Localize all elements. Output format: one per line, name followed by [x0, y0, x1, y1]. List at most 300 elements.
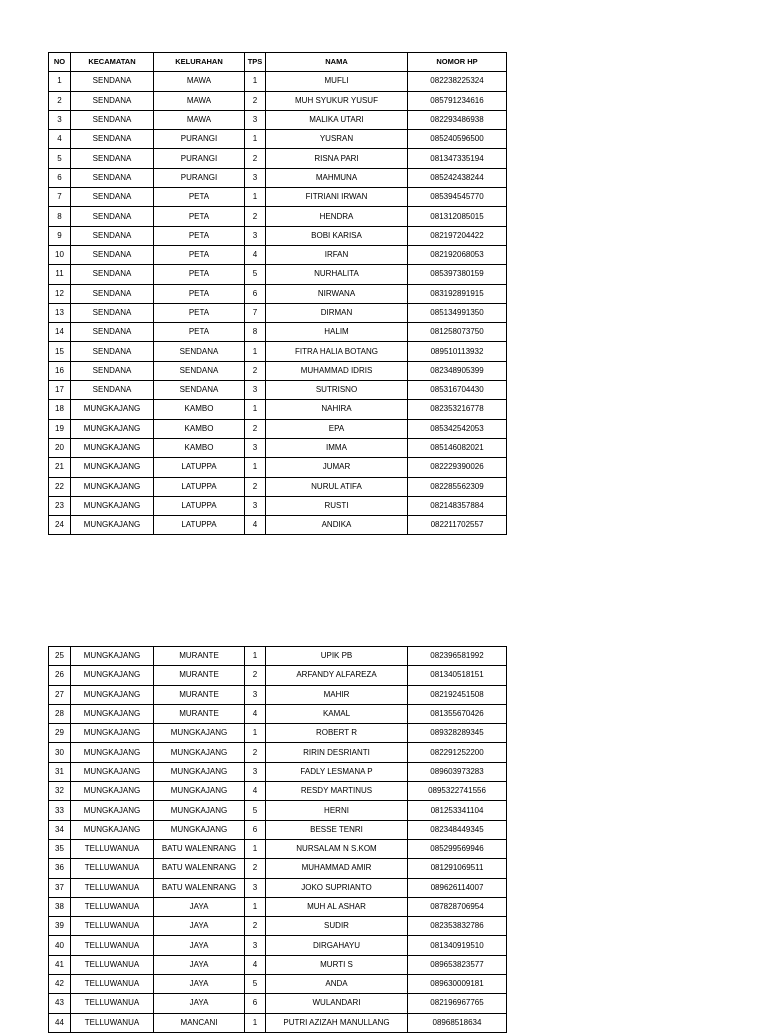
table-row	[49, 168, 507, 187]
table-row	[49, 936, 507, 955]
cell-kelurahan: JAYA	[154, 917, 245, 936]
cell-tps: 6	[245, 820, 266, 839]
cell-kecamatan: MUNGKAJANG	[71, 477, 154, 496]
cell-no: 36	[49, 859, 71, 878]
header-kelurahan: KELURAHAN	[154, 53, 245, 72]
cell-kelurahan: JAYA	[154, 936, 245, 955]
cell-nomor-hp: 081291069511	[408, 859, 507, 878]
cell-kecamatan: TELLUWANUA	[71, 975, 154, 994]
table-row	[49, 685, 507, 704]
cell-no: 21	[49, 458, 71, 477]
cell-kelurahan: PETA	[154, 188, 245, 207]
cell-nama: IMMA	[266, 438, 408, 457]
cell-kecamatan: MUNGKAJANG	[71, 516, 154, 535]
cell-nomor-hp: 089603973283	[408, 762, 507, 781]
cell-no: 2	[49, 91, 71, 110]
cell-tps: 2	[245, 477, 266, 496]
cell-nama: JUMAR	[266, 458, 408, 477]
cell-tps: 4	[245, 245, 266, 264]
cell-no: 11	[49, 265, 71, 284]
cell-kelurahan: MURANTE	[154, 647, 245, 666]
cell-kelurahan: PETA	[154, 207, 245, 226]
table-row	[49, 284, 507, 303]
table-row	[49, 516, 507, 535]
cell-kelurahan: PURANGI	[154, 130, 245, 149]
cell-tps: 4	[245, 704, 266, 723]
table-row	[49, 149, 507, 168]
cell-kelurahan: MANCANI	[154, 1013, 245, 1032]
cell-no: 19	[49, 419, 71, 438]
cell-no: 16	[49, 361, 71, 380]
cell-nomor-hp: 081347335194	[408, 149, 507, 168]
cell-nama: MUH AL ASHAR	[266, 897, 408, 916]
cell-kecamatan: TELLUWANUA	[71, 878, 154, 897]
cell-nomor-hp: 085791234616	[408, 91, 507, 110]
cell-tps: 3	[245, 226, 266, 245]
cell-kelurahan: BATU WALENRANG	[154, 878, 245, 897]
cell-no: 29	[49, 724, 71, 743]
cell-nama: FADLY LESMANA P	[266, 762, 408, 781]
cell-tps: 1	[245, 188, 266, 207]
cell-no: 31	[49, 762, 71, 781]
cell-tps: 3	[245, 168, 266, 187]
cell-nomor-hp: 081312085015	[408, 207, 507, 226]
cell-kecamatan: SENDANA	[71, 188, 154, 207]
cell-nama: FITRA HALIA BOTANG	[266, 342, 408, 361]
cell-nama: MALIKA UTARI	[266, 110, 408, 129]
cell-kelurahan: PURANGI	[154, 168, 245, 187]
cell-kecamatan: MUNGKAJANG	[71, 419, 154, 438]
cell-nomor-hp: 085397380159	[408, 265, 507, 284]
cell-no: 27	[49, 685, 71, 704]
cell-tps: 2	[245, 666, 266, 685]
cell-kelurahan: KAMBO	[154, 419, 245, 438]
cell-no: 8	[49, 207, 71, 226]
cell-nomor-hp: 08968518634	[408, 1013, 507, 1032]
cell-tps: 1	[245, 72, 266, 91]
cell-tps: 1	[245, 458, 266, 477]
cell-kelurahan: MAWA	[154, 72, 245, 91]
table-row	[49, 839, 507, 858]
cell-no: 25	[49, 647, 71, 666]
cell-no: 40	[49, 936, 71, 955]
table-row	[49, 130, 507, 149]
table-row	[49, 458, 507, 477]
cell-nomor-hp: 085299569946	[408, 839, 507, 858]
cell-no: 17	[49, 381, 71, 400]
cell-kelurahan: LATUPPA	[154, 496, 245, 515]
cell-tps: 7	[245, 303, 266, 322]
cell-nama: JOKO SUPRIANTO	[266, 878, 408, 897]
cell-nomor-hp: 089626114007	[408, 878, 507, 897]
cell-tps: 6	[245, 994, 266, 1013]
cell-kelurahan: MUNGKAJANG	[154, 782, 245, 801]
cell-no: 4	[49, 130, 71, 149]
table-row	[49, 666, 507, 685]
cell-kelurahan: JAYA	[154, 994, 245, 1013]
cell-nomor-hp: 082293486938	[408, 110, 507, 129]
cell-kecamatan: MUNGKAJANG	[71, 438, 154, 457]
table-row	[49, 782, 507, 801]
cell-no: 7	[49, 188, 71, 207]
table-2-body	[49, 647, 507, 1033]
cell-kecamatan: SENDANA	[71, 381, 154, 400]
cell-nomor-hp: 082291252200	[408, 743, 507, 762]
cell-kecamatan: MUNGKAJANG	[71, 496, 154, 515]
table-row	[49, 975, 507, 994]
cell-no: 43	[49, 994, 71, 1013]
cell-nama: NURSALAM N S.KOM	[266, 839, 408, 858]
cell-nama: ANDA	[266, 975, 408, 994]
cell-no: 42	[49, 975, 71, 994]
cell-kelurahan: PETA	[154, 265, 245, 284]
cell-tps: 4	[245, 782, 266, 801]
cell-nomor-hp: 089328289345	[408, 724, 507, 743]
table-row	[49, 477, 507, 496]
cell-tps: 2	[245, 91, 266, 110]
cell-kecamatan: SENDANA	[71, 91, 154, 110]
cell-nama: RIRIN DESRIANTI	[266, 743, 408, 762]
table-row	[49, 303, 507, 322]
cell-tps: 3	[245, 496, 266, 515]
cell-nomor-hp: 082353832786	[408, 917, 507, 936]
cell-kecamatan: SENDANA	[71, 149, 154, 168]
cell-nama: IRFAN	[266, 245, 408, 264]
cell-no: 15	[49, 342, 71, 361]
cell-tps: 3	[245, 381, 266, 400]
cell-nama: MURTI S	[266, 955, 408, 974]
cell-no: 28	[49, 704, 71, 723]
cell-nomor-hp: 085240596500	[408, 130, 507, 149]
cell-nama: HERNI	[266, 801, 408, 820]
cell-tps: 3	[245, 685, 266, 704]
cell-kelurahan: SENDANA	[154, 342, 245, 361]
cell-nomor-hp: 089630009181	[408, 975, 507, 994]
cell-kecamatan: MUNGKAJANG	[71, 704, 154, 723]
cell-kecamatan: MUNGKAJANG	[71, 458, 154, 477]
cell-nomor-hp: 082192451508	[408, 685, 507, 704]
cell-kecamatan: TELLUWANUA	[71, 839, 154, 858]
cell-nomor-hp: 081355670426	[408, 704, 507, 723]
cell-nomor-hp: 082353216778	[408, 400, 507, 419]
cell-nama: NIRWANA	[266, 284, 408, 303]
cell-nomor-hp: 082148357884	[408, 496, 507, 515]
cell-kelurahan: MURANTE	[154, 666, 245, 685]
cell-tps: 3	[245, 936, 266, 955]
cell-kelurahan: KAMBO	[154, 400, 245, 419]
cell-no: 24	[49, 516, 71, 535]
cell-tps: 2	[245, 917, 266, 936]
table-row	[49, 917, 507, 936]
cell-tps: 1	[245, 130, 266, 149]
table-row	[49, 419, 507, 438]
cell-nomor-hp: 082192068053	[408, 245, 507, 264]
cell-nomor-hp: 082211702557	[408, 516, 507, 535]
cell-kecamatan: SENDANA	[71, 226, 154, 245]
cell-kecamatan: MUNGKAJANG	[71, 762, 154, 781]
cell-kelurahan: JAYA	[154, 897, 245, 916]
cell-no: 5	[49, 149, 71, 168]
cell-nomor-hp: 081340518151	[408, 666, 507, 685]
cell-nama: MUHAMMAD AMIR	[266, 859, 408, 878]
cell-nomor-hp: 089653823577	[408, 955, 507, 974]
table-row	[49, 704, 507, 723]
cell-nama: KAMAL	[266, 704, 408, 723]
cell-kelurahan: MUNGKAJANG	[154, 801, 245, 820]
table-row	[49, 1013, 507, 1032]
table-row	[49, 72, 507, 91]
cell-kelurahan: MUNGKAJANG	[154, 743, 245, 762]
cell-tps: 5	[245, 265, 266, 284]
cell-nomor-hp: 085316704430	[408, 381, 507, 400]
cell-no: 1	[49, 72, 71, 91]
table-row	[49, 801, 507, 820]
cell-tps: 3	[245, 110, 266, 129]
table-row	[49, 381, 507, 400]
cell-no: 3	[49, 110, 71, 129]
cell-nama: NURUL ATIFA	[266, 477, 408, 496]
cell-kecamatan: MUNGKAJANG	[71, 666, 154, 685]
cell-no: 14	[49, 323, 71, 342]
table-row	[49, 647, 507, 666]
cell-kecamatan: MUNGKAJANG	[71, 647, 154, 666]
cell-tps: 4	[245, 955, 266, 974]
cell-kecamatan: SENDANA	[71, 110, 154, 129]
cell-kelurahan: LATUPPA	[154, 516, 245, 535]
cell-tps: 2	[245, 859, 266, 878]
cell-tps: 2	[245, 361, 266, 380]
cell-kelurahan: BATU WALENRANG	[154, 859, 245, 878]
cell-nomor-hp: 082238225324	[408, 72, 507, 91]
cell-tps: 1	[245, 724, 266, 743]
cell-kelurahan: MURANTE	[154, 704, 245, 723]
cell-tps: 4	[245, 516, 266, 535]
cell-tps: 1	[245, 839, 266, 858]
cell-no: 12	[49, 284, 71, 303]
cell-nama: WULANDARI	[266, 994, 408, 1013]
cell-kecamatan: TELLUWANUA	[71, 936, 154, 955]
cell-kecamatan: SENDANA	[71, 323, 154, 342]
cell-tps: 2	[245, 149, 266, 168]
cell-nama: NAHIRA	[266, 400, 408, 419]
cell-kelurahan: SENDANA	[154, 381, 245, 400]
header-row	[49, 53, 507, 72]
cell-nama: RESDY MARTINUS	[266, 782, 408, 801]
cell-kecamatan: MUNGKAJANG	[71, 801, 154, 820]
cell-kelurahan: BATU WALENRANG	[154, 839, 245, 858]
cell-no: 32	[49, 782, 71, 801]
cell-kecamatan: MUNGKAJANG	[71, 685, 154, 704]
table-row	[49, 878, 507, 897]
cell-no: 30	[49, 743, 71, 762]
cell-nomor-hp: 087828706954	[408, 897, 507, 916]
table-row	[49, 820, 507, 839]
cell-nomor-hp: 085146082021	[408, 438, 507, 457]
cell-kecamatan: MUNGKAJANG	[71, 820, 154, 839]
cell-tps: 2	[245, 743, 266, 762]
cell-kecamatan: SENDANA	[71, 284, 154, 303]
table-row	[49, 207, 507, 226]
cell-nomor-hp: 085242438244	[408, 168, 507, 187]
cell-kelurahan: LATUPPA	[154, 477, 245, 496]
cell-kelurahan: PETA	[154, 323, 245, 342]
table-row	[49, 361, 507, 380]
cell-nama: MUFLI	[266, 72, 408, 91]
cell-tps: 3	[245, 762, 266, 781]
header-nama: NAMA	[266, 53, 408, 72]
cell-no: 41	[49, 955, 71, 974]
cell-kecamatan: TELLUWANUA	[71, 1013, 154, 1032]
cell-no: 18	[49, 400, 71, 419]
cell-kelurahan: PURANGI	[154, 149, 245, 168]
cell-kelurahan: PETA	[154, 303, 245, 322]
cell-nomor-hp: 081258073750	[408, 323, 507, 342]
cell-kecamatan: SENDANA	[71, 361, 154, 380]
voter-table-1	[48, 52, 507, 535]
cell-kecamatan: MUNGKAJANG	[71, 743, 154, 762]
cell-nomor-hp: 083192891915	[408, 284, 507, 303]
cell-kelurahan: MUNGKAJANG	[154, 762, 245, 781]
cell-kecamatan: SENDANA	[71, 207, 154, 226]
cell-nomor-hp: 082396581992	[408, 647, 507, 666]
table-row	[49, 323, 507, 342]
cell-no: 37	[49, 878, 71, 897]
table-row	[49, 724, 507, 743]
cell-kecamatan: MUNGKAJANG	[71, 724, 154, 743]
cell-nama: PUTRI AZIZAH MANULLANG	[266, 1013, 408, 1032]
cell-kecamatan: SENDANA	[71, 72, 154, 91]
cell-nomor-hp: 085342542053	[408, 419, 507, 438]
cell-kecamatan: SENDANA	[71, 265, 154, 284]
voter-table-2	[48, 646, 507, 1033]
cell-kelurahan: MUNGKAJANG	[154, 724, 245, 743]
cell-no: 38	[49, 897, 71, 916]
cell-nama: BOBI KARISA	[266, 226, 408, 245]
cell-nomor-hp: 085134991350	[408, 303, 507, 322]
table-row	[49, 897, 507, 916]
cell-tps: 1	[245, 1013, 266, 1032]
cell-tps: 1	[245, 647, 266, 666]
header-kecamatan: KECAMATAN	[71, 53, 154, 72]
cell-nomor-hp: 0895322741556	[408, 782, 507, 801]
cell-nama: EPA	[266, 419, 408, 438]
table-row	[49, 994, 507, 1013]
cell-nama: MAHMUNA	[266, 168, 408, 187]
cell-kecamatan: TELLUWANUA	[71, 955, 154, 974]
table-row	[49, 188, 507, 207]
cell-kelurahan: JAYA	[154, 975, 245, 994]
cell-nama: RUSTI	[266, 496, 408, 515]
cell-tps: 3	[245, 878, 266, 897]
cell-kelurahan: PETA	[154, 245, 245, 264]
cell-no: 35	[49, 839, 71, 858]
cell-no: 23	[49, 496, 71, 515]
cell-nama: UPIK PB	[266, 647, 408, 666]
cell-nama: DIRMAN	[266, 303, 408, 322]
cell-no: 39	[49, 917, 71, 936]
cell-nama: RISNA PARI	[266, 149, 408, 168]
cell-nomor-hp: 085394545770	[408, 188, 507, 207]
cell-kecamatan: TELLUWANUA	[71, 917, 154, 936]
cell-kelurahan: PETA	[154, 284, 245, 303]
cell-nomor-hp: 082348905399	[408, 361, 507, 380]
table-row	[49, 438, 507, 457]
cell-nomor-hp: 082285562309	[408, 477, 507, 496]
cell-kecamatan: TELLUWANUA	[71, 994, 154, 1013]
cell-kecamatan: MUNGKAJANG	[71, 400, 154, 419]
cell-no: 26	[49, 666, 71, 685]
table-1-body	[49, 72, 507, 535]
cell-kecamatan: SENDANA	[71, 342, 154, 361]
cell-nama: MUH SYUKUR YUSUF	[266, 91, 408, 110]
cell-kelurahan: SENDANA	[154, 361, 245, 380]
cell-nama: MAHIR	[266, 685, 408, 704]
cell-nama: DIRGAHAYU	[266, 936, 408, 955]
cell-kecamatan: SENDANA	[71, 303, 154, 322]
cell-no: 9	[49, 226, 71, 245]
cell-tps: 5	[245, 975, 266, 994]
cell-kecamatan: TELLUWANUA	[71, 897, 154, 916]
cell-no: 6	[49, 168, 71, 187]
cell-nama: SUTRISNO	[266, 381, 408, 400]
table-row	[49, 859, 507, 878]
cell-nomor-hp: 082229390026	[408, 458, 507, 477]
cell-kelurahan: MAWA	[154, 91, 245, 110]
cell-nomor-hp: 082348449345	[408, 820, 507, 839]
cell-nama: YUSRAN	[266, 130, 408, 149]
cell-kelurahan: KAMBO	[154, 438, 245, 457]
table-row	[49, 955, 507, 974]
cell-kelurahan: LATUPPA	[154, 458, 245, 477]
cell-nomor-hp: 081253341104	[408, 801, 507, 820]
cell-nama: MUHAMMAD IDRIS	[266, 361, 408, 380]
cell-kecamatan: SENDANA	[71, 245, 154, 264]
table-row	[49, 400, 507, 419]
cell-nama: BESSE TENRI	[266, 820, 408, 839]
cell-nama: HALIM	[266, 323, 408, 342]
cell-nama: NURHALITA	[266, 265, 408, 284]
table-row	[49, 226, 507, 245]
cell-kecamatan: SENDANA	[71, 130, 154, 149]
cell-kecamatan: TELLUWANUA	[71, 859, 154, 878]
cell-kelurahan: MAWA	[154, 110, 245, 129]
cell-nomor-hp: 081340919510	[408, 936, 507, 955]
table-row	[49, 265, 507, 284]
table-row	[49, 762, 507, 781]
header-tps: TPS	[245, 53, 266, 72]
cell-no: 20	[49, 438, 71, 457]
cell-nama: ANDIKA	[266, 516, 408, 535]
cell-no: 13	[49, 303, 71, 322]
table-row	[49, 245, 507, 264]
cell-kelurahan: JAYA	[154, 955, 245, 974]
cell-nomor-hp: 082196967765	[408, 994, 507, 1013]
cell-kelurahan: MURANTE	[154, 685, 245, 704]
table-row	[49, 496, 507, 515]
cell-kecamatan: MUNGKAJANG	[71, 782, 154, 801]
cell-kecamatan: SENDANA	[71, 168, 154, 187]
cell-tps: 2	[245, 419, 266, 438]
cell-nomor-hp: 082197204422	[408, 226, 507, 245]
cell-no: 10	[49, 245, 71, 264]
cell-tps: 3	[245, 438, 266, 457]
cell-no: 22	[49, 477, 71, 496]
cell-nomor-hp: 089510113932	[408, 342, 507, 361]
cell-tps: 1	[245, 342, 266, 361]
cell-tps: 2	[245, 207, 266, 226]
cell-nama: ARFANDY ALFAREZA	[266, 666, 408, 685]
cell-no: 44	[49, 1013, 71, 1032]
